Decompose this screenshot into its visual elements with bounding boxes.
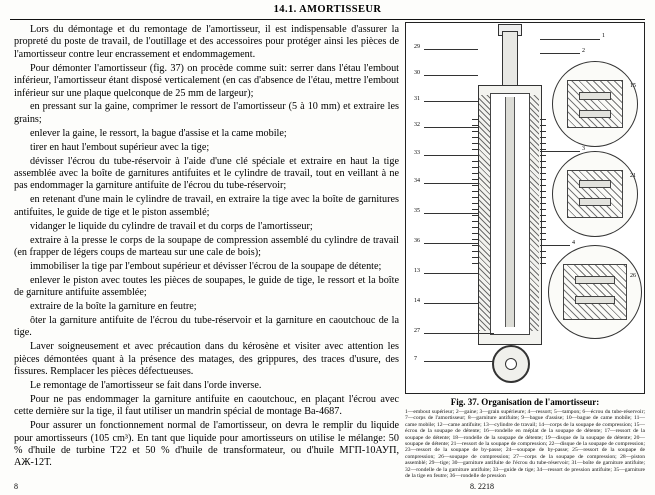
callout-number: 32 bbox=[414, 122, 420, 128]
callout-number: 27 bbox=[414, 328, 420, 334]
detail-component bbox=[579, 180, 611, 188]
page-title: 14.1. AMORTISSEUR bbox=[273, 4, 382, 15]
figure-column bbox=[405, 22, 645, 488]
paragraph: enlever la gaine, le ressort, la bague d'assise et la came mobile; bbox=[30, 127, 287, 139]
callout-number: 30 bbox=[414, 70, 420, 76]
callout-number: 26 bbox=[630, 273, 636, 279]
paragraph: immobiliser la tige par l'embout supérieur et dévisser l'écrou de la soupape de détente; bbox=[30, 260, 382, 272]
detail-component bbox=[575, 276, 615, 284]
paragraph: enlever le piston avec toutes les pièces de soupapes, le guide de tige, le ressort et la boîte de garniture antifuite assemblée; bbox=[14, 274, 399, 299]
callout-number: 15 bbox=[630, 83, 636, 89]
detail-view-middle bbox=[552, 151, 638, 237]
figure-caption: Fig. 37. Organisation de l'amortisseur: bbox=[450, 397, 600, 407]
paragraph: extraire à la presse le corps de la soupape de compression assemblé du cylindre de travail (en frapper de légers coups de marteau sur une cale de bois); bbox=[14, 234, 399, 258]
paragraph: tirer en haut l'embout supérieur avec la tige; bbox=[30, 141, 210, 153]
detail-hatching bbox=[567, 170, 623, 218]
leader-line bbox=[424, 127, 478, 128]
paragraph: Pour démonter l'amortisseur (fig. 37) on procède comme suit: serrer dans l'étau l'embout inférieur, l'amortisseur étant disposé verticalement (en cas d'absence de l'étau, mettre l'embout inférieur sur une plaque quelconque de 25 mm de largeur); bbox=[14, 62, 399, 99]
callout-number: 21 bbox=[630, 173, 636, 179]
spring-coil-right bbox=[540, 119, 546, 269]
detail-component bbox=[575, 296, 615, 304]
detail-component bbox=[579, 92, 611, 100]
detail-view-lower bbox=[548, 245, 642, 339]
figure-illustration bbox=[405, 22, 645, 394]
paragraph: ôter la garniture antifuite de l'écrou du tube-réservoir et la garniture en caoutchouc de la tige. bbox=[14, 314, 399, 339]
callout-number: 35 bbox=[414, 208, 420, 214]
detail-hatching bbox=[567, 80, 623, 128]
callout-number: 4 bbox=[572, 240, 575, 246]
detail-component bbox=[579, 198, 611, 206]
piston-rod-part bbox=[502, 31, 518, 89]
footer-page-number: 8 bbox=[14, 482, 18, 491]
body-text-column bbox=[14, 24, 399, 484]
figure-legend: 1—embout supérieur; 2—gaine; 3—grain supérieure; 4—ressort; 5—tampon; 6—écrou du tube-réservoir; 7—corps de l'amortisseur; 8—garniture antifuite; 9—bague d'assise; 10—bague de came mobile; 11—came mobile; 12—came antifuite; 13—cylindre de travail; 14—corps de la soupape de compression; 15—écrou de la soupape de détente; 16—rondelle en méplat de la soupape de détente; 17—ressort de la soupape de détente; 18—rondelle de la soupape de détente; 19—disque de la soupape de détente; 20—soupape de détente; 21—ressort de la soupape de compression; 22—disque de la soupape de compression; 23—ressort de la soupape de by-passe; 24—soupape de by-passe; 25—ressort de la soupape de compression; 26—soupape de compression; 27—corps de la soupape de compression; 28—piston assemblé; 29—tige; 30—garniture antifuite de l'écrou du tube-réservoir; 31—boîte de garniture antifuite; 32—rondelle de la garniture antifuite; 33—guide de tige; 34—ressort de pression antifuite; 35—garniture de la tige en feutre; 36—rondelle de pression bbox=[405, 409, 645, 480]
paragraph: Laver soigneusement et avec précaution dans du kérosène et visiter avec attention les pièces démontées quant à la présence des matages, des grippures, des traces d'usure, des fissures. Remplacer les pièces défectueuses. bbox=[14, 341, 399, 378]
rod-core-part bbox=[505, 97, 515, 327]
callout-number: 29 bbox=[414, 44, 420, 50]
detail-hatching bbox=[563, 264, 627, 320]
lower-eye-part bbox=[492, 345, 530, 383]
leader-line bbox=[540, 39, 600, 40]
paragraph: Pour ne pas endommager la garniture antifuite en caoutchouc, en plaçant l'écrou avec cette dernière sur la tige, il faut utiliser un mandrin spécial de montage Ba-4687. bbox=[14, 393, 399, 418]
leader-line bbox=[424, 243, 478, 244]
callout-number: 36 bbox=[414, 238, 420, 244]
paragraph: Pour assurer un fonctionnement normal de l'amortisseur, on devra le remplir du liquide pour amortisseurs (105 cm³). En tant que liquide pour amortisseurs on utilise le mélange: 50 % d'huile de turbine T22 et 50 % d'huile de transformateur, ou d'huile МГП-10АУП, АЖ-12Т. bbox=[14, 420, 399, 469]
leader-line bbox=[424, 183, 478, 184]
callout-number: 33 bbox=[414, 150, 420, 156]
callout-number: 3 bbox=[582, 146, 585, 152]
footer-signature: 8. 2218 bbox=[470, 482, 494, 491]
detail-view-upper bbox=[552, 61, 638, 147]
header-rule bbox=[10, 19, 645, 20]
leader-line bbox=[424, 333, 494, 334]
callout-number: 7 bbox=[414, 356, 417, 362]
callout-number: 14 bbox=[414, 298, 420, 304]
leader-line bbox=[540, 245, 570, 246]
paragraph: en retenant d'une main le cylindre de travail, en extraire la tige avec la boîte de garnitures antifuites, le guide de tige et le piston assemblé; bbox=[14, 194, 399, 218]
callout-number: 31 bbox=[414, 96, 420, 102]
paragraph: extraire de la boîte la garniture en feutre; bbox=[30, 301, 197, 313]
leader-line bbox=[540, 151, 580, 152]
callout-number: 2 bbox=[582, 48, 585, 54]
detail-component bbox=[579, 110, 611, 118]
paragraph: dévisser l'écrou du tube-réservoir à l'aide d'une clé spéciale et extraire en haut la tige assemblée avec la boîte de garnitures antifuites et le cylindre de travail, tout en veillant à ne pas endommager la garniture antifuite de l'écrou du tube-réservoir; bbox=[14, 155, 399, 192]
leader-line bbox=[424, 155, 478, 156]
callout-number: 1 bbox=[602, 33, 605, 39]
leader-line bbox=[540, 53, 580, 54]
leader-line bbox=[424, 273, 478, 274]
leader-line bbox=[424, 213, 478, 214]
paragraph: vidanger le liquide du cylindre de travail et du corps de l'amortisseur; bbox=[30, 220, 313, 232]
spring-coil-left bbox=[472, 119, 478, 269]
leader-line bbox=[424, 49, 478, 50]
callout-number: 34 bbox=[414, 178, 420, 184]
paragraph: Le remontage de l'amortisseur se fait dans l'orde inverse. bbox=[30, 379, 262, 391]
callout-number: 13 bbox=[414, 268, 420, 274]
leader-line bbox=[424, 303, 478, 304]
paragraph: Lors du démontage et du remontage de l'amortisseur, il est indispensable d'assurer la propreté du poste de travail, de l'outillage et des accessoires pour protéger ainsi les pièces de l'amortisseur contre leur encrassement et endommagement. bbox=[14, 24, 399, 60]
leader-line bbox=[424, 361, 494, 362]
leader-line bbox=[424, 75, 478, 76]
paragraph: en pressant sur la gaine, comprimer le ressort de l'amortisseur (5 à 10 mm) et extraire les grains; bbox=[14, 101, 399, 125]
leader-line bbox=[424, 101, 478, 102]
